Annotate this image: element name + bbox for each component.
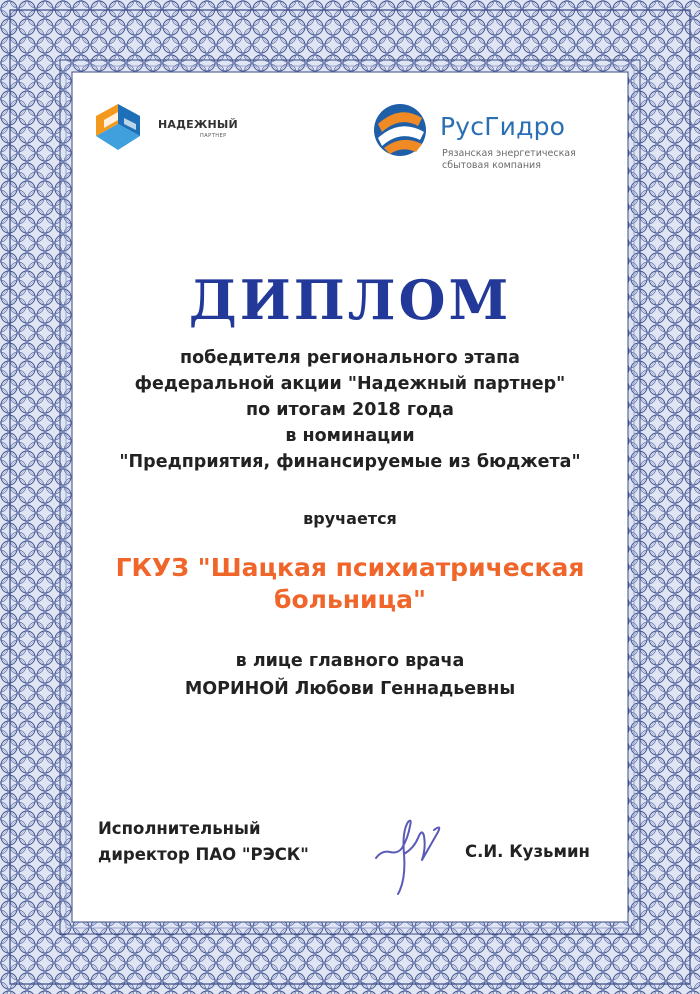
recipient-line1: ГКУЗ "Шацкая психиатрическая	[115, 553, 585, 582]
signer-position-line2: директор ПАО "РЭСК"	[98, 845, 309, 864]
handwritten-signature	[368, 808, 448, 898]
signer-name: С.И. Кузьмин	[465, 842, 590, 861]
brand-subtitle-line2: сбытовая компания	[442, 160, 541, 171]
body-line: в номинации	[285, 426, 415, 446]
recipient-name	[0, 552, 700, 616]
logo-left-sublabel: ПАРТНЕР	[200, 133, 227, 139]
rushydro-logo	[370, 98, 630, 171]
rushydro-emblem-icon	[370, 98, 432, 162]
person-line2: МОРИНОЙ Любови Геннадьевны	[184, 679, 516, 699]
page-title: ДИПЛОМ	[188, 268, 512, 332]
body-line: по итогам 2018 года	[246, 400, 454, 420]
logo-left-label: НАДЕЖНЫЙ	[158, 118, 238, 131]
signer-position	[98, 816, 309, 868]
brand-name: РусГидро	[440, 112, 566, 141]
body-line: "Предприятия, финансируемые из бюджета"	[119, 452, 581, 472]
recipient-line2: больница"	[274, 585, 426, 614]
award-description	[0, 345, 700, 475]
brand-subtitle	[442, 148, 612, 172]
reliable-partner-emblem-icon	[90, 96, 156, 158]
reliable-partner-logo	[90, 96, 250, 160]
body-line: федеральной акции "Надежный партнер"	[134, 374, 566, 394]
signer-position-line1: Исполнительный	[98, 819, 261, 838]
body-line: победителя регионального этапа	[180, 348, 520, 368]
person-line1: в лице главного врача	[235, 651, 465, 671]
brand-subtitle-line1: Рязанская энергетическая	[442, 148, 576, 159]
recipient-person	[0, 647, 700, 703]
awarded-text: вручается	[303, 509, 397, 528]
